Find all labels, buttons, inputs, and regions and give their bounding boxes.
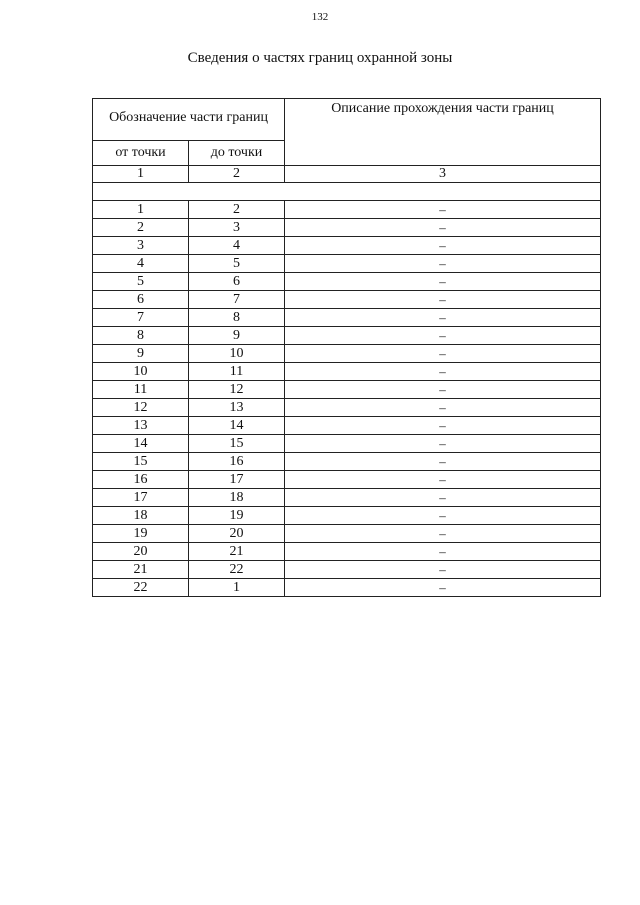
from-point-cell: 7 xyxy=(93,309,189,327)
description-cell: – xyxy=(285,561,601,579)
table-row xyxy=(93,327,601,345)
table-row xyxy=(93,579,601,597)
table-row xyxy=(93,399,601,417)
from-point-cell: 13 xyxy=(93,417,189,435)
table-row xyxy=(93,345,601,363)
table-row xyxy=(93,237,601,255)
from-point-cell: 11 xyxy=(93,381,189,399)
page-title: Сведения о частях границ охранной зоны xyxy=(187,50,453,66)
table-row xyxy=(93,471,601,489)
table-row xyxy=(93,561,601,579)
description-cell: – xyxy=(285,201,601,219)
to-point-cell: 21 xyxy=(189,543,285,561)
description-cell: – xyxy=(285,327,601,345)
from-point-cell: 20 xyxy=(93,543,189,561)
table-row xyxy=(93,255,601,273)
from-point-cell: 14 xyxy=(93,435,189,453)
table-body xyxy=(93,201,601,597)
description-cell: – xyxy=(285,453,601,471)
from-point-cell: 8 xyxy=(93,327,189,345)
boundary-parts-table xyxy=(92,98,601,597)
description-cell: – xyxy=(285,399,601,417)
from-point-cell: 12 xyxy=(93,399,189,417)
from-point-cell: 10 xyxy=(93,363,189,381)
header-boundary-description: Описание прохождения части границ xyxy=(285,99,601,166)
to-point-cell: 13 xyxy=(189,399,285,417)
to-point-cell: 8 xyxy=(189,309,285,327)
from-point-cell: 9 xyxy=(93,345,189,363)
header-from-point: от точки xyxy=(93,141,189,166)
from-point-cell: 19 xyxy=(93,525,189,543)
column-number-1: 1 xyxy=(93,166,189,183)
from-point-cell: 18 xyxy=(93,507,189,525)
table-row xyxy=(93,417,601,435)
column-number-3: 3 xyxy=(285,166,601,183)
column-number-2: 2 xyxy=(189,166,285,183)
table-row xyxy=(93,435,601,453)
description-cell: – xyxy=(285,525,601,543)
to-point-cell: 22 xyxy=(189,561,285,579)
page-number: 132 xyxy=(311,11,329,23)
description-cell: – xyxy=(285,309,601,327)
to-point-cell: 1 xyxy=(189,579,285,597)
from-point-cell: 15 xyxy=(93,453,189,471)
from-point-cell: 22 xyxy=(93,579,189,597)
table-row xyxy=(93,381,601,399)
from-point-cell: 17 xyxy=(93,489,189,507)
section-separator-row xyxy=(93,183,601,201)
header-to-point: до точки xyxy=(189,141,285,166)
description-cell: – xyxy=(285,381,601,399)
to-point-cell: 6 xyxy=(189,273,285,291)
from-point-cell: 5 xyxy=(93,273,189,291)
description-cell: – xyxy=(285,435,601,453)
description-cell: – xyxy=(285,273,601,291)
table-row xyxy=(93,291,601,309)
description-cell: – xyxy=(285,471,601,489)
description-cell: – xyxy=(285,255,601,273)
table-row xyxy=(93,543,601,561)
header-boundary-designation: Обозначение части границ xyxy=(93,99,285,141)
table-row xyxy=(93,525,601,543)
to-point-cell: 12 xyxy=(189,381,285,399)
table-row xyxy=(93,219,601,237)
table-row xyxy=(93,273,601,291)
description-cell: – xyxy=(285,543,601,561)
from-point-cell: 6 xyxy=(93,291,189,309)
to-point-cell: 11 xyxy=(189,363,285,381)
description-cell: – xyxy=(285,345,601,363)
from-point-cell: 3 xyxy=(93,237,189,255)
table-row xyxy=(93,309,601,327)
from-point-cell: 21 xyxy=(93,561,189,579)
table-row xyxy=(93,201,601,219)
description-cell: – xyxy=(285,489,601,507)
to-point-cell: 20 xyxy=(189,525,285,543)
to-point-cell: 3 xyxy=(189,219,285,237)
from-point-cell: 4 xyxy=(93,255,189,273)
to-point-cell: 16 xyxy=(189,453,285,471)
description-cell: – xyxy=(285,417,601,435)
to-point-cell: 17 xyxy=(189,471,285,489)
to-point-cell: 18 xyxy=(189,489,285,507)
to-point-cell: 2 xyxy=(189,201,285,219)
to-point-cell: 10 xyxy=(189,345,285,363)
to-point-cell: 19 xyxy=(189,507,285,525)
table-row xyxy=(93,363,601,381)
to-point-cell: 4 xyxy=(189,237,285,255)
table-row xyxy=(93,489,601,507)
to-point-cell: 7 xyxy=(189,291,285,309)
to-point-cell: 5 xyxy=(189,255,285,273)
from-point-cell: 1 xyxy=(93,201,189,219)
description-cell: – xyxy=(285,291,601,309)
description-cell: – xyxy=(285,579,601,597)
description-cell: – xyxy=(285,237,601,255)
to-point-cell: 14 xyxy=(189,417,285,435)
description-cell: – xyxy=(285,363,601,381)
table-row xyxy=(93,453,601,471)
from-point-cell: 2 xyxy=(93,219,189,237)
from-point-cell: 16 xyxy=(93,471,189,489)
description-cell: – xyxy=(285,507,601,525)
to-point-cell: 15 xyxy=(189,435,285,453)
description-cell: – xyxy=(285,219,601,237)
table-row xyxy=(93,507,601,525)
to-point-cell: 9 xyxy=(189,327,285,345)
